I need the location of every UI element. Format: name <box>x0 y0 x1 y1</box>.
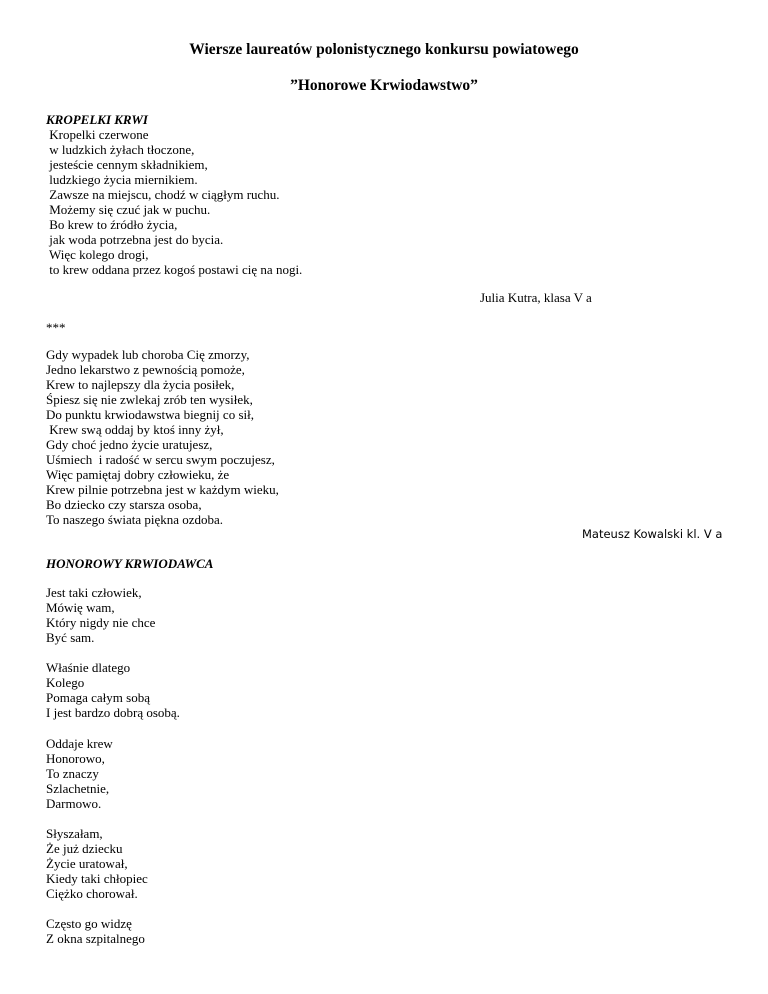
poem-heading: KROPELKI KRWI <box>46 112 148 127</box>
poem-line: Słyszałam, <box>46 826 103 841</box>
poem-line: Jedno lekarstwo z pewnością pomoże, <box>46 362 245 377</box>
poem-line: I jest bardzo dobrą osobą. <box>46 705 180 720</box>
poem-line: Właśnie dlatego <box>46 660 131 675</box>
poem-stanza <box>46 916 145 946</box>
poem-line: to krew oddana przez kogoś postawi cię na nogi. <box>46 262 303 277</box>
poem-line: jak woda potrzebna jest do bycia. <box>46 232 224 247</box>
poem-line: Zawsze na miejscu, chodź w ciągłym ruchu. <box>46 187 280 202</box>
poem-line: ludzkiego życia miernikiem. <box>46 172 198 187</box>
poem-line: Śpiesz się nie zwlekaj zrób ten wysiłek, <box>46 392 253 407</box>
poem-line: Kiedy taki chłopiec <box>46 871 148 886</box>
poem-line: Do punktu krwiodawstwa biegnij co sił, <box>46 407 254 422</box>
poem-line: Być sam. <box>46 630 95 645</box>
poem-line: Więc kolego drogi, <box>46 247 149 262</box>
poem-heading: HONOROWY KRWIODAWCA <box>46 556 214 571</box>
poem-line: Bo dziecko czy starsza osoba, <box>46 497 202 512</box>
poem-line: jesteście cennym składnikiem, <box>46 157 208 172</box>
poem-line: Gdy wypadek lub choroba Cię zmorzy, <box>46 347 250 362</box>
poem-author: Mateusz Kowalski kl. V a <box>582 527 723 541</box>
poem-line: To naszego świata piękna ozdoba. <box>46 512 224 527</box>
document-subtitle: ”Honorowe Krwiodawstwo” <box>290 77 478 94</box>
poem-line: Z okna szpitalnego <box>46 931 145 946</box>
poem-line: Krew to najlepszy dla życia posiłek, <box>46 377 235 392</box>
poem-line: Życie uratował, <box>46 856 128 871</box>
poem-line: Gdy choć jedno życie uratujesz, <box>46 437 213 452</box>
poem-stanza <box>46 585 155 645</box>
poem-kropelki-krwi <box>46 112 302 277</box>
poem-line: Pomaga całym sobą <box>46 690 150 705</box>
poem-line: w ludzkich żyłach tłoczone, <box>46 142 195 157</box>
poem-line: Często go widzę <box>46 916 132 931</box>
poem-stanza <box>46 660 180 720</box>
poem-line: Że już dziecku <box>46 841 123 856</box>
poem-line: Szlachetnie, <box>46 781 110 796</box>
poem-line: To znaczy <box>46 766 99 781</box>
poem-line: Mówię wam, <box>46 600 115 615</box>
poem-separator: *** <box>46 320 66 335</box>
poem-stanza <box>46 826 148 901</box>
poem-line: Jest taki człowiek, <box>46 585 142 600</box>
poem-line: Możemy się czuć jak w puchu. <box>46 202 211 217</box>
poem-line: Kolego <box>46 675 85 690</box>
poem-stanza <box>46 736 113 811</box>
poem-line: Krew pilnie potrzebna jest w każdym wieku, <box>46 482 279 497</box>
poem-line: Kropelki czerwone <box>46 127 149 142</box>
poem-line: Honorowo, <box>46 751 105 766</box>
poem-line: Więc pamiętaj dobry człowieku, że <box>46 467 230 482</box>
poem-line: Uśmiech i radość w sercu swym poczujesz, <box>46 452 275 467</box>
poem-line: Oddaje krew <box>46 736 113 751</box>
poem-line: Krew swą oddaj by ktoś inny żył, <box>46 422 224 437</box>
document-title: Wiersze laureatów polonistycznego konkursu powiatowego <box>189 41 579 58</box>
poem-untitled <box>46 347 279 527</box>
poem-author: Julia Kutra, klasa V a <box>480 290 592 305</box>
poem-line: Darmowo. <box>46 796 102 811</box>
poem-line: Który nigdy nie chce <box>46 615 156 630</box>
poem-line: Ciężko chorował. <box>46 886 138 901</box>
poem-line: Bo krew to źródło życia, <box>46 217 178 232</box>
